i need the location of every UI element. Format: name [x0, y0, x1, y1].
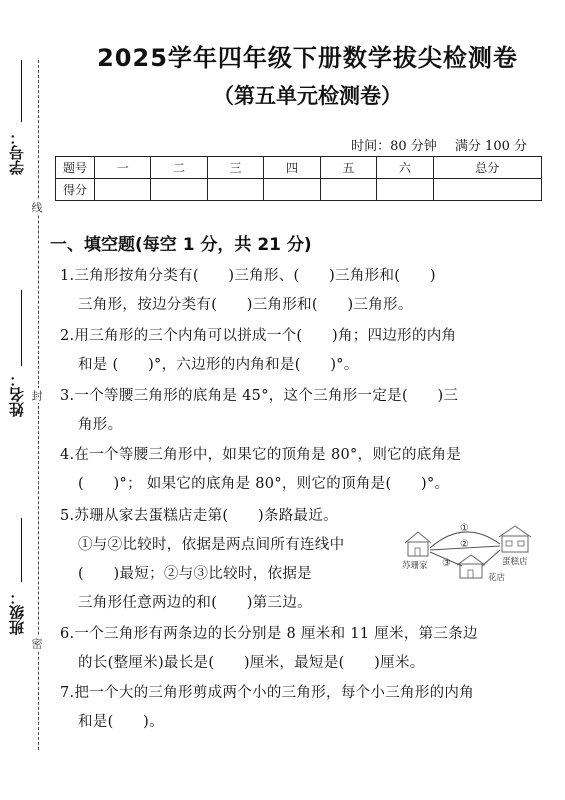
table-cell: 三 — [207, 157, 263, 179]
score-table — [55, 156, 542, 201]
question-line: 1.三角形按角分类有( )三角形、( )三角形和( ) — [60, 268, 436, 284]
class-blank[interactable] — [21, 518, 22, 582]
question-line: 的长(整厘米)最长是( )厘米，最短是( )厘米。 — [78, 655, 425, 671]
route-3-label: ③ — [442, 558, 451, 569]
table-cell: 四 — [264, 157, 320, 179]
question-line: 3.一个等腰三角形的底角是 45°，这个三角形一定是( )三 — [60, 388, 459, 404]
score-input-cell[interactable] — [264, 179, 320, 201]
student-name-blank[interactable] — [21, 290, 22, 366]
route-map-diagram — [402, 520, 537, 588]
question-line: ( )最短；②与③比较时，依据是 — [78, 566, 312, 582]
table-cell: 总分 — [433, 157, 541, 179]
seal-char-line: 线 — [30, 202, 43, 213]
score-input-cell[interactable] — [207, 179, 263, 201]
route-2-label: ② — [460, 539, 469, 550]
class-label: 班级： — [8, 590, 26, 635]
question-line: 角形。 — [78, 417, 123, 433]
score-input-cell[interactable] — [377, 179, 433, 201]
cake-shop-icon — [499, 526, 531, 552]
exam-title: 2025学年四年级下册数学拔尖检测卷 — [97, 44, 518, 72]
table-cell: 题号 — [56, 157, 95, 179]
question-line: 4.在一个等腰三角形中，如果它的顶角是 80°，则它的底角是 — [60, 447, 462, 463]
question-line: 和是 ( )°，六边形的内角和是( )°。 — [78, 357, 359, 373]
full-score: 满分 100 分 — [454, 139, 527, 154]
question-line: 三角形，按边分类有( )三角形和( )三角形。 — [78, 297, 413, 313]
score-input-cell[interactable] — [433, 179, 541, 201]
section-title-fill-blank: 一、填空题(每空 1 分，共 21 分) — [50, 235, 312, 255]
seal-char-mi: 密 — [30, 638, 43, 649]
score-input-cell[interactable] — [95, 179, 151, 201]
question-line: 6.一个三角形有两条边的长分别是 8 厘米和 11 厘米，第三条边 — [60, 626, 478, 642]
student-id-blank[interactable] — [21, 60, 22, 122]
time-score-info — [347, 135, 527, 154]
time-limit: 时间：80 分钟 — [351, 139, 437, 154]
question-4 — [60, 441, 540, 499]
score-input-cell[interactable] — [151, 179, 207, 201]
home-house-icon — [405, 532, 431, 556]
student-id-label: 学号： — [8, 130, 26, 175]
score-table-score-row — [56, 179, 542, 201]
question-line: ①与②比较时，依据是两点间所有连线中 — [78, 537, 345, 553]
flower-shop-icon — [457, 555, 485, 578]
score-input-cell[interactable] — [320, 179, 376, 201]
question-line: 7.把一个大的三角形剪成两个小的三角形，每个小三角形的内角 — [60, 685, 475, 701]
question-line: 三角形任意两边的和( )第三边。 — [78, 595, 312, 611]
table-cell: 六 — [377, 157, 433, 179]
route-1-label: ① — [460, 523, 469, 534]
question-line: 2.用三角形的三个内角可以拼成一个( )角；四边形的内角 — [60, 328, 457, 344]
table-cell: 得分 — [56, 179, 95, 201]
student-name-label: 姓名： — [8, 372, 26, 417]
table-cell: 五 — [320, 157, 376, 179]
cake-shop-label: 蛋糕店 — [502, 557, 528, 567]
score-table-header-row — [56, 157, 542, 179]
question-line: 和是( )。 — [78, 714, 164, 730]
question-2 — [60, 322, 540, 380]
flower-shop-label: 花店 — [488, 573, 506, 583]
question-3 — [60, 382, 540, 440]
table-cell: 二 — [151, 157, 207, 179]
question-line: 5.苏珊从家去蛋糕店走第( )条路最近。 — [60, 508, 338, 524]
table-cell: 一 — [95, 157, 151, 179]
exam-subtitle: （第五单元检测卷） — [213, 84, 402, 108]
binding-margin — [0, 0, 48, 800]
question-6 — [60, 620, 540, 678]
seal-char-feng: 封 — [30, 390, 43, 401]
question-7 — [60, 679, 540, 737]
home-label: 苏珊家 — [402, 561, 428, 571]
question-1 — [60, 262, 540, 320]
question-line: ( )°； 如果它的底角是 80°，则它的顶角是( )°。 — [78, 476, 450, 492]
